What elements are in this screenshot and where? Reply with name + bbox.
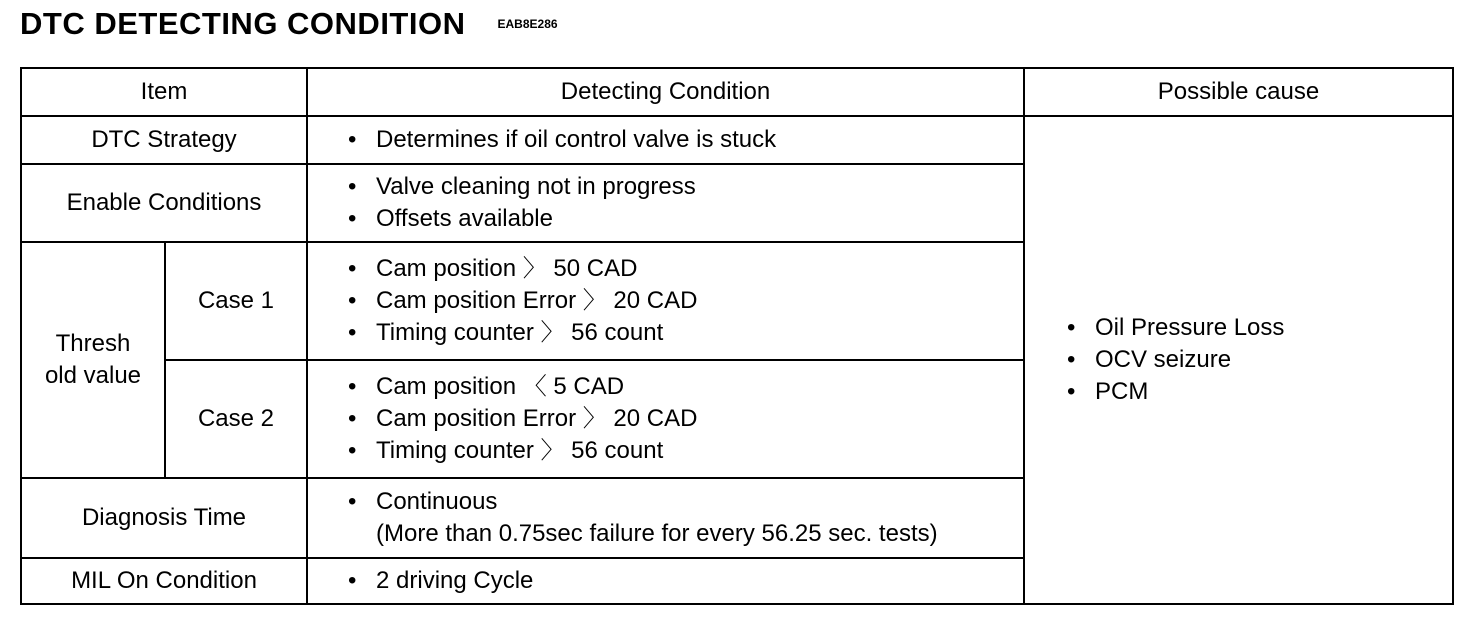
- row-dtc-strategy: [21, 116, 1453, 164]
- list-item: • Timing counter 〉 56 count: [346, 317, 1023, 349]
- cause-item: • OCV seizure: [1065, 344, 1452, 376]
- possible-cause-cell: [1024, 116, 1453, 604]
- item-enable-conditions: Enable Conditions: [21, 164, 307, 242]
- dtc-condition-table: [20, 67, 1454, 605]
- item-threshold-value: [21, 242, 165, 478]
- list-item: • Continuous: [346, 486, 1023, 518]
- header-detecting-condition: Detecting Condition: [307, 68, 1024, 116]
- list-item: • Cam position Error 〉 20 CAD: [346, 403, 1023, 435]
- list-item: • Determines if oil control valve is stuck: [346, 124, 1023, 156]
- condition-dtc-strategy: [307, 116, 1024, 164]
- diagnosis-note: (More than 0.75sec failure for every 56.25 sec. tests): [376, 520, 938, 547]
- list-item: • 2 driving Cycle: [346, 565, 1023, 597]
- item-dtc-strategy: DTC Strategy: [21, 116, 307, 164]
- table-header-row: [21, 68, 1453, 116]
- condition-case-1: [307, 242, 1024, 360]
- condition-case-2: [307, 360, 1024, 478]
- cause-item: • PCM: [1065, 376, 1452, 408]
- page-title: DTC DETECTING CONDITION: [20, 6, 466, 41]
- header-item: Item: [21, 68, 307, 116]
- list-item: • Valve cleaning not in progress: [346, 171, 1023, 203]
- list-item: • Cam position 〉 50 CAD: [346, 253, 1023, 285]
- threshold-label-line1: Thresh: [55, 330, 131, 357]
- item-mil-on-condition: MIL On Condition: [21, 558, 307, 604]
- page-heading: [20, 6, 558, 46]
- threshold-label-line2: old value: [44, 362, 142, 389]
- header-possible-cause: Possible cause: [1024, 68, 1453, 116]
- condition-enable: [307, 164, 1024, 242]
- item-diagnosis-time: Diagnosis Time: [21, 478, 307, 558]
- condition-mil-on: [307, 558, 1024, 604]
- condition-diagnosis-time: [307, 478, 1024, 558]
- list-item: • Cam position Error 〉 20 CAD: [346, 285, 1023, 317]
- list-item: • Cam position 〈 5 CAD: [346, 371, 1023, 403]
- cause-item: • Oil Pressure Loss: [1065, 312, 1452, 344]
- list-item: • Timing counter 〉 56 count: [346, 435, 1023, 467]
- item-case-1: Case 1: [165, 242, 307, 360]
- item-case-2: Case 2: [165, 360, 307, 478]
- document-code: EAB8E286: [497, 17, 558, 31]
- list-item: • Offsets available: [346, 203, 1023, 235]
